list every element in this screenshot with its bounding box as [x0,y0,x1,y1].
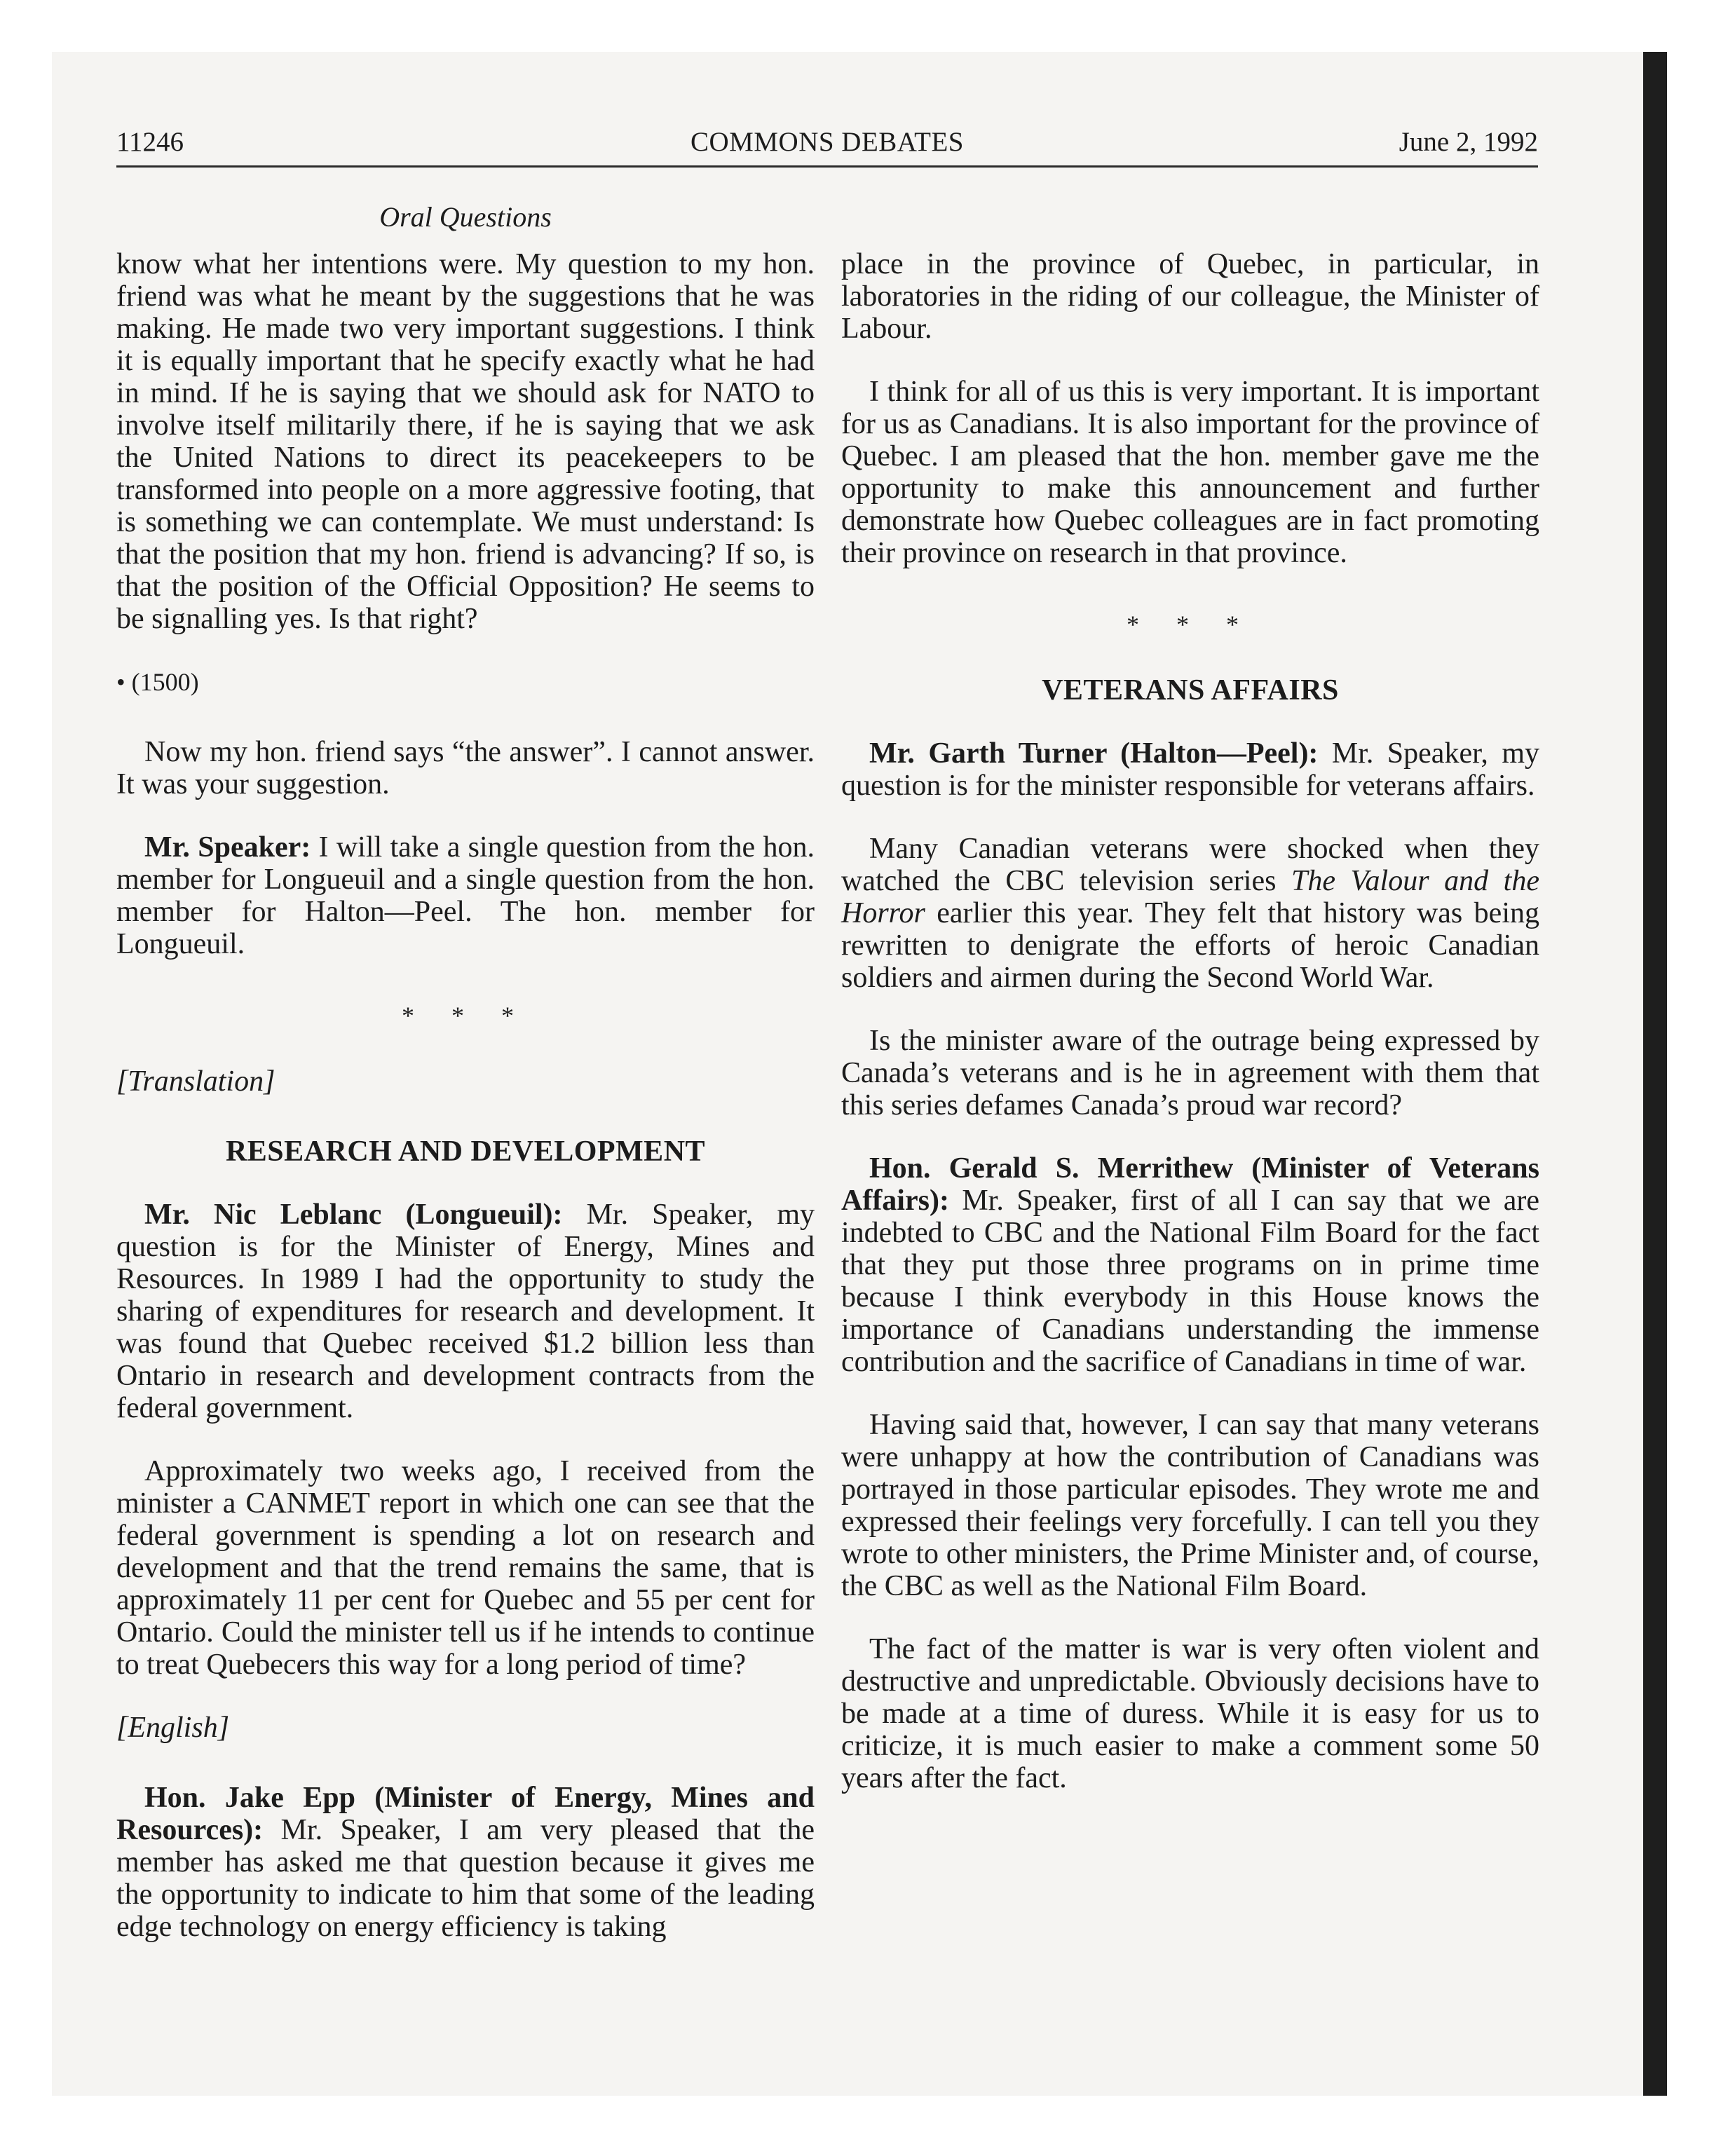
section-tag: Oral Questions [379,201,552,233]
page-number: 11246 [116,127,184,157]
paragraph [841,737,1539,802]
paragraph: The fact of the matter is war is very often violent and destructive and unpredictable. Obviously decisions have to be made at a time of duress. While it is easy for us to criticize, it is much easier to make a comment some 50 years after the fact. [841,1633,1539,1794]
speaker-name: Hon. Gerald S. Merrithew (Minister of Veterans Affairs): [841,1152,1539,1217]
speech-text: earlier this year. They felt that history was being rewritten to denigrate the efforts of heroic Canadian soldiers and airmen during the Second World War. [841,897,1539,994]
header-rule [116,165,1538,168]
language-note: [Translation] [116,1065,275,1098]
speech-text: I will take a single question from the hon. member for Longueuil and a single question from the hon. member for Halton—Peel. The hon. member for Longueuil. [116,831,815,960]
paragraph: Now my hon. friend says “the answer”. I cannot answer. It was your suggestion. [116,736,815,800]
paragraph: I think for all of us this is very important. It is important for us as Canadians. It is also important for the province of Quebec. I am pleased that the hon. member gave me the opportunity to make this announcement and further demonstrate how Quebec colleagues are in fact promoting their province on research in that province. [841,376,1539,569]
binding-edge [1643,52,1667,2096]
paragraph: place in the province of Quebec, in particular, in laboratories in the riding of our colleague, the Minister of Labour. [841,248,1539,345]
series-title: The Valour and the Horror [841,865,1539,929]
section-separator: * * * [1127,610,1254,639]
paragraph: Having said that, however, I can say that many veterans were unhappy at how the contribution of Canadians was portrayed in those particular episodes. They wrote me and expressed their feelings very forcefully. I can tell you they wrote to other ministers, the Prime Minister and, of course, the CBC as well as the National Film Board. [841,1409,1539,1602]
section-separator: * * * [402,1002,529,1030]
language-note: [English] [116,1712,230,1744]
language-label: English [128,1712,218,1744]
publication-title: COMMONS DEBATES [690,127,964,157]
page-date: June 2, 1992 [1399,127,1538,157]
speech-text: Mr. Speaker, first of all I can say that we are indebted to CBC and the National Film Board for the fact that they put those three programs on in prime time because I think everybody in this House knows the importance of Canadians understanding the immense contribution and the sacrifice of Canadians in time of war. [841,1185,1539,1378]
paragraph: Is the minister aware of the outrage being expressed by Canada’s veterans and is he in agreement with them that this series defames Canada’s proud war record? [841,1025,1539,1121]
speaker-name: Hon. Jake Epp (Minister of Energy, Mines and Resources): [116,1782,815,1846]
language-label: Translation [128,1065,264,1098]
speech-text: Mr. Speaker, my question is for the minister responsible for veterans affairs. [841,737,1539,802]
speaker-name: Mr. Nic Leblanc (Longueuil): [144,1199,563,1231]
page-header [116,121,1538,171]
paragraph: Approximately two weeks ago, I received from the minister a CANMET report in which one can see that the federal government is spending a lot on research and development and that the trend remains the same, that is approximately 11 per cent for Quebec and 55 per cent for Ontario. Could the minister tell us if he intends to continue to treat Quebecers this way for a long period of time? [116,1455,815,1681]
speech-text: Mr. Speaker, I am very pleased that the member has asked me that question because it gives me the opportunity to indicate to him that some of the leading edge technology on energy efficiency is taking [116,1814,815,1943]
paragraph: know what her intentions were. My question to my hon. friend was what he meant by the suggestions that he was making. He made two very important suggestions. I think it is equally important that he specify exactly what he had in mind. If he is saying that we should ask for NATO to involve itself militarily there, if he is saying that we ask the United Nations to direct its peacekeepers to be transformed into people on a more aggressive footing, that is something we can contemplate. We must understand: Is that the position that my hon. friend is advancing? If so, is that the position of the Official Opposition? He seems to be signalling yes. Is that right? [116,248,815,635]
speaker-name: Mr. Garth Turner (Halton—Peel): [869,737,1319,770]
time-marker: • (1500) [116,668,199,696]
right-column [841,248,1539,1794]
speech-text: Many Canadian veterans were shocked when they watched the CBC television series [841,833,1539,897]
paragraph [116,1199,815,1424]
section-heading: VETERANS AFFAIRS [1042,674,1339,707]
left-column [116,248,815,1943]
paragraph [116,1782,815,1943]
speaker-name: Mr. Speaker: [144,831,311,864]
paragraph [841,833,1539,994]
section-heading: RESEARCH AND DEVELOPMENT [225,1135,706,1168]
paragraph [116,831,815,960]
speech-text: Mr. Speaker, my question is for the Minister of Energy, Mines and Resources. In 1989 I had the opportunity to study the sharing of expenditures for research and development. It was found that Quebec received $1.2 billion less than Ontario in research and development contracts from the federal government. [116,1199,815,1424]
paragraph [841,1152,1539,1378]
